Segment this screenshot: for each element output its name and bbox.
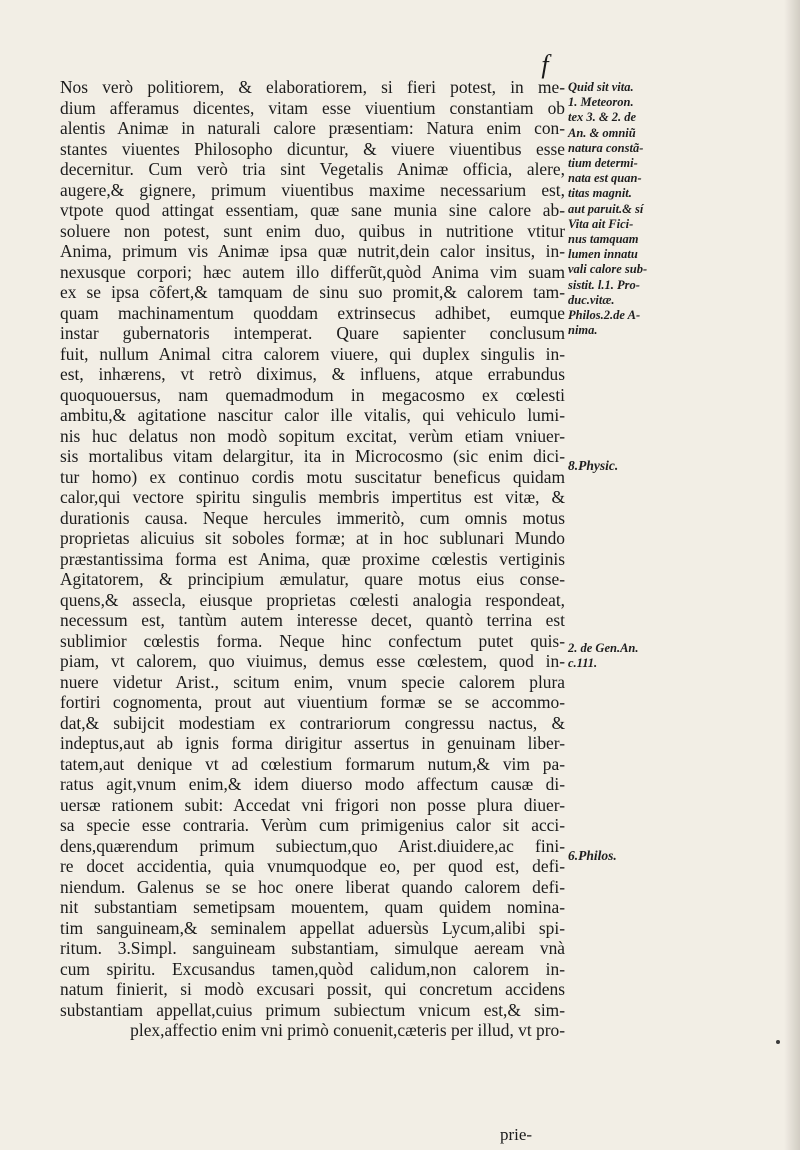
text-line: sis mortalibus vitam delargitur, ita in Microcosmo (sic enim dici- — [60, 446, 565, 466]
text-line: tatem,aut denique vt ad cœlestium formarum nutum,& vim pa- — [60, 753, 565, 774]
marginal-line: Philos.2.de A- — [568, 308, 641, 323]
marginal-line: 6.Philos. — [568, 848, 617, 863]
text-line: alentis Animæ in naturali calore præsentiam: Natura enim con- — [60, 118, 565, 138]
marginal-line: An. & omniũ — [568, 125, 636, 140]
text-line: fortiri cognomenta, prout aut viuentium formæ se se accommo- — [60, 692, 565, 712]
text-line: nuere videtur Arist., scitum enim, vnum specie calorem plura — [60, 671, 565, 692]
text-line: est, inhærens, vt retrò diximus, & influens, atque errabundus — [60, 364, 565, 384]
marginal-line: nima. — [568, 323, 598, 338]
marginal-line: 2. de Gen.An. — [568, 641, 639, 655]
text-line: dat,& subijcit modestiam ex contrariorum congressu nactus, & — [60, 712, 565, 733]
marginal-line: nata est quan- — [568, 171, 642, 186]
marginal-line: duc.vitæ. — [568, 292, 615, 307]
text-line: nis huc delatus non modò sopitum excitat, verùm etiam vniuer- — [60, 425, 565, 446]
text-line: calor,qui vectore spiritu singulis membris impertitus est vitæ, & — [60, 487, 565, 507]
text-line: ex se ipsa cõfert,& tamquam de sinu suo promit,& calorem tam- — [60, 282, 565, 302]
text-line: dens,quærendum primum subiectum,quo Arist.diuidere,ac fini- — [60, 835, 565, 856]
marginal-note-vita — [568, 80, 718, 338]
text-line: instar gubernatoris intemperat. Quare sapienter conclusum — [60, 323, 565, 343]
text-line: niendum. Galenus se se hoc onere liberat quando calorem defi- — [60, 876, 565, 897]
ink-blot — [776, 1040, 780, 1044]
text-line: quens,& assecla, eiusque proprietas cœlesti analogia respondeat, — [60, 589, 565, 610]
page-signature: f — [541, 50, 549, 79]
text-line: tim sanguineam,& seminalem appellat aduersùs Lycum,alibi spi- — [60, 917, 565, 938]
text-line: indeptus,aut ab ignis forma dirigitur assertus in genuinam liber- — [60, 733, 565, 753]
text-line: uersæ rationem subit: Accedat vni frigori non posse plura diuer- — [60, 794, 565, 815]
text-line: proprietas alicuius sit soboles formæ; at in hoc sublunari Mundo — [60, 528, 565, 548]
text-line: durationis causa. Neque hercules immeritò, cum omnis motus — [60, 507, 565, 528]
text-line: præstantissima forma est Anima, quæ proxime cœlestis vertiginis — [60, 548, 565, 569]
page-edge-shadow — [784, 0, 800, 1150]
text-line: ambitu,& agitatione nascitur calor ille vitalis, qui vehiculo lumi- — [60, 405, 565, 425]
text-line: plex,affectio enim vni primò conuenit,cæteris per illud, vt pro- — [130, 1020, 565, 1040]
marginal-line: 1. Meteoron. — [568, 95, 634, 110]
marginal-line: Vita ait Fici- — [568, 216, 634, 231]
marginal-line: aut paruit.& sí — [568, 201, 644, 216]
marginal-line: vali calore sub- — [568, 262, 648, 277]
text-line: nexusque corpori; hæc autem illo differũt,quòd Anima vim suam — [60, 261, 565, 282]
text-line: soluere non potest, sunt enim duo, quibus in nutritione vtitur — [60, 220, 565, 241]
marginal-line: c.111. — [568, 656, 598, 671]
text-line: necessum est, tantùm autem interesse decet, quantò terrina est — [60, 610, 565, 630]
marginal-line: sistit. l.1. Pro- — [568, 277, 640, 292]
text-line: nit substantiam semetipsam mouentem, quam quidem nomina- — [60, 897, 565, 917]
text-line: ratus agit,vnum enim,& idem diuerso modo affectum causæ di- — [60, 774, 565, 794]
text-line: decernitur. Cum verò tria sint Vegetalis Animæ officia, alere, — [60, 159, 565, 179]
text-line: quoquouersus, nam quemadmodum in megacosmo ex cœlesti — [60, 384, 565, 405]
text-line: vtpote quod attingat essentiam, quæ sane munia sine calore ab- — [60, 200, 565, 220]
marginal-line: tium determi- — [568, 156, 638, 171]
marginal-line: natura constã- — [568, 140, 644, 155]
text-line: augere,& gignere, primum viuentibus maxime necessarium est, — [60, 179, 565, 200]
text-line: quam machinamentum quoddam extrinsecus adhibet, eumque — [60, 302, 565, 323]
marginal-line: lumen innatu — [568, 247, 638, 262]
text-line: sublimior cœlestis forma. Neque hinc confectum putet quis- — [60, 630, 565, 651]
text-line: dium afferamus dicentes, vitam esse viuentium constantiam ob — [60, 97, 565, 118]
marginal-line: tex 3. & 2. de — [568, 110, 637, 125]
text-line: Anima, primum vis Animæ ipsa quæ nutrit,dein calor insitus, in- — [60, 241, 565, 261]
text-line: fuit, nullum Animal citra calorem viuere, qui duplex singulis in- — [60, 343, 565, 364]
text-line: re docet accidentia, quia vnumquodque eo, per quod est, defi- — [60, 856, 565, 876]
text-line: substantiam appellat,cuius primum subiectum vnicum est,& sim- — [60, 999, 565, 1020]
text-line: stantes viuentes Philosopho dicuntur, & viuere viuentibus esse — [60, 138, 565, 159]
text-line: Nos verò politiorem, & elaboratiorem, si fieri potest, in me- — [60, 77, 565, 97]
text-line: tur homo) ex continuo cordis motu suscitatur beneficus quidam — [60, 466, 565, 487]
marginal-line: nus tamquam — [568, 232, 639, 247]
marginal-line: 8.Physic. — [568, 458, 619, 473]
text-line: piam, vt calorem, quo viuimus, demus esse cœlestem, quod in- — [60, 651, 565, 671]
text-line: Agitatorem, & principium æmulatur, quare motus eius conse- — [60, 569, 565, 589]
text-line: sa specie esse contraria. Verùm cum primigenius calor sit acci- — [60, 815, 565, 835]
marginal-note-physic — [568, 458, 718, 473]
marginal-line: titas magnit. — [568, 186, 632, 201]
catchword: prie- — [500, 1125, 533, 1144]
main-text-block — [60, 77, 565, 1041]
marginal-line: Quid sit vita. — [568, 80, 634, 94]
text-line: natum finierit, si modò excusari possit, qui concretum accidens — [60, 979, 565, 999]
marginal-note-gen-an — [568, 641, 718, 671]
marginal-note-philos — [568, 848, 718, 863]
text-line: cum spiritu. Excusandus tamen,quòd calidum,non calorem in- — [60, 958, 565, 979]
text-line: ritum. 3.Simpl. sanguineam substantiam, simulque aeream vnà — [60, 938, 565, 958]
